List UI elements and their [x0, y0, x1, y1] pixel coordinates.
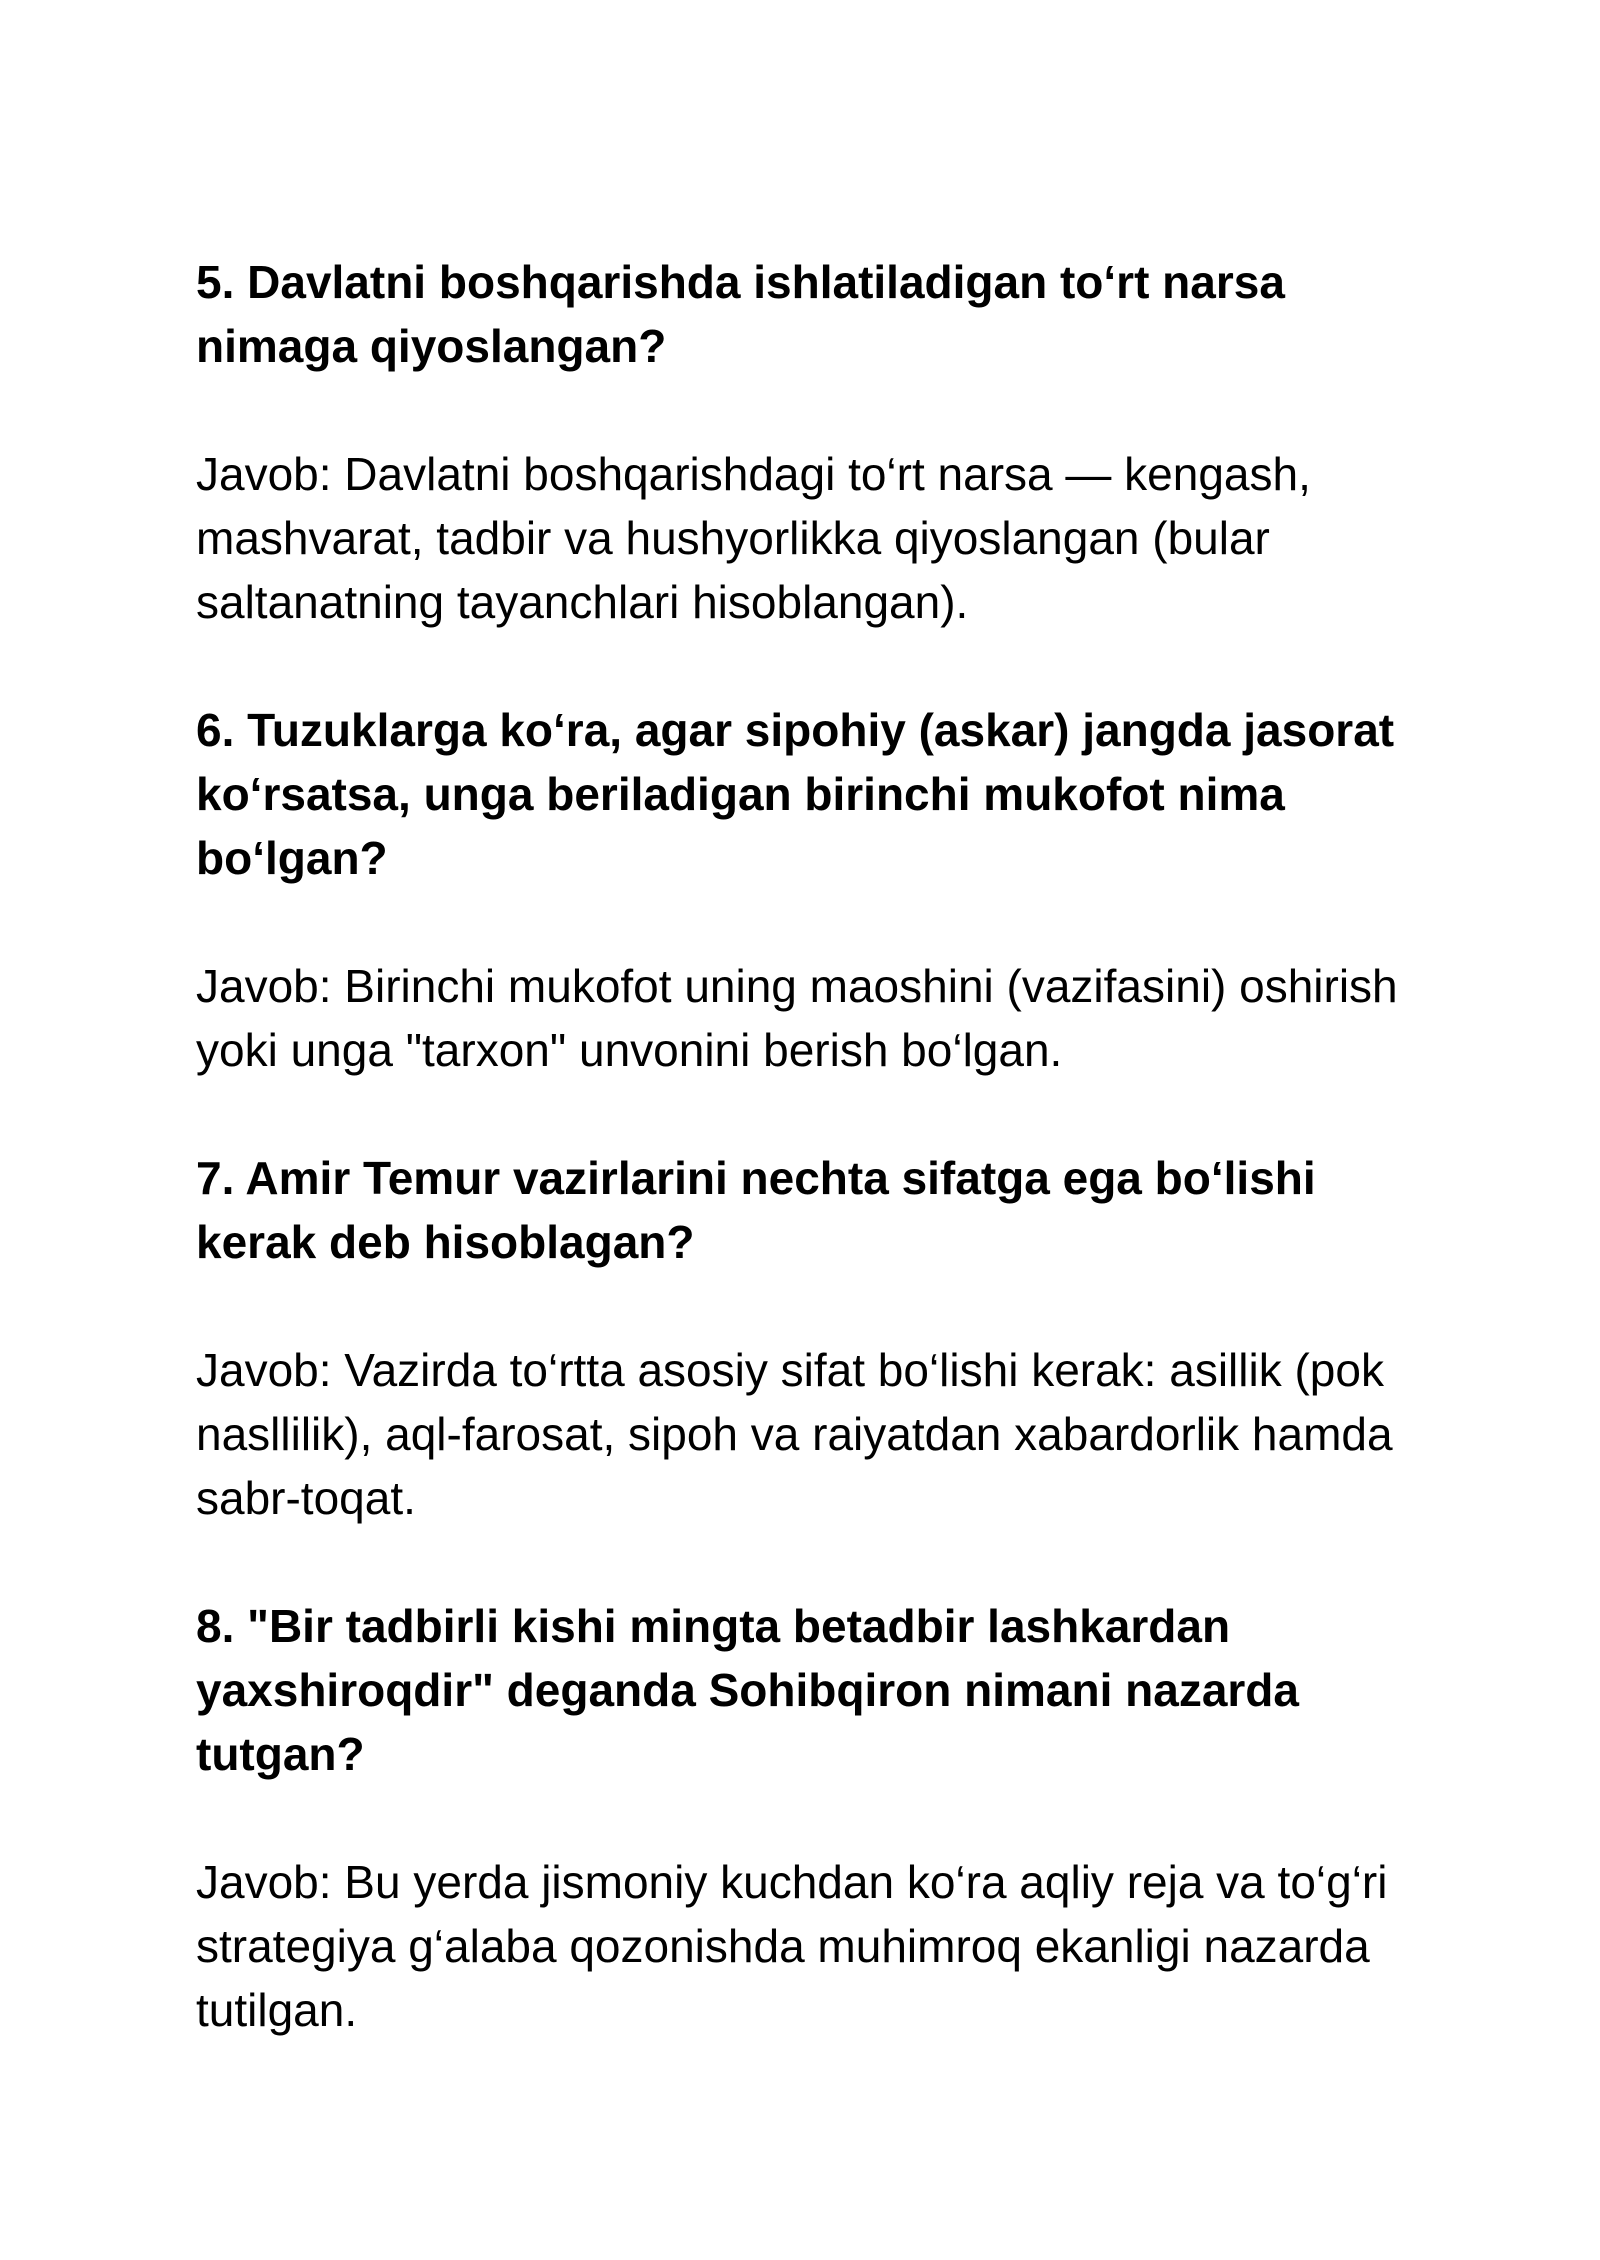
- qa-item-6: [196, 698, 1426, 1082]
- qa-item-5: [196, 250, 1426, 634]
- answer-7: Javob: Vazirda to‘rtta asosiy sifat bo‘lishi kerak: asillik (pok nasllilik), aql-farosat, sipoh va raiyatdan xabardorlik hamda sabr-toqat.: [196, 1344, 1393, 1524]
- qa-item-7: [196, 1146, 1426, 1530]
- question-7: 7. Amir Temur vazirlarini nechta sifatga ega bo‘lishi kerak deb hisoblagan?: [196, 1152, 1316, 1268]
- answer-8: Javob: Bu yerda jismoniy kuchdan ko‘ra aqliy reja va to‘g‘ri strategiya g‘alaba qozonishda muhimroq ekanligi nazarda tutilgan.: [196, 1856, 1388, 2036]
- question-5: 5. Davlatni boshqarishda ishlatiladigan to‘rt narsa nimaga qiyoslangan?: [196, 256, 1285, 372]
- question-8: 8. "Bir tadbirli kishi mingta betadbir lashkardan yaxshiroqdir" deganda Sohibqiron nimani nazarda tutgan?: [196, 1600, 1299, 1780]
- qa-content: [196, 250, 1426, 2106]
- question-6: 6. Tuzuklarga ko‘ra, agar sipohiy (askar) jangda jasorat ko‘rsatsa, unga beriladigan birinchi mukofot nima bo‘lgan?: [196, 704, 1395, 884]
- answer-6: Javob: Birinchi mukofot uning maoshini (vazifasini) oshirish yoki unga "tarxon" unvonini berish bo‘lgan.: [196, 960, 1398, 1076]
- answer-5: Javob: Davlatni boshqarishdagi to‘rt narsa — kengash, mashvarat, tadbir va hushyorlikka qiyoslangan (bular saltanatning tayanchlari hisoblangan).: [196, 448, 1311, 628]
- qa-item-8: [196, 1594, 1426, 2042]
